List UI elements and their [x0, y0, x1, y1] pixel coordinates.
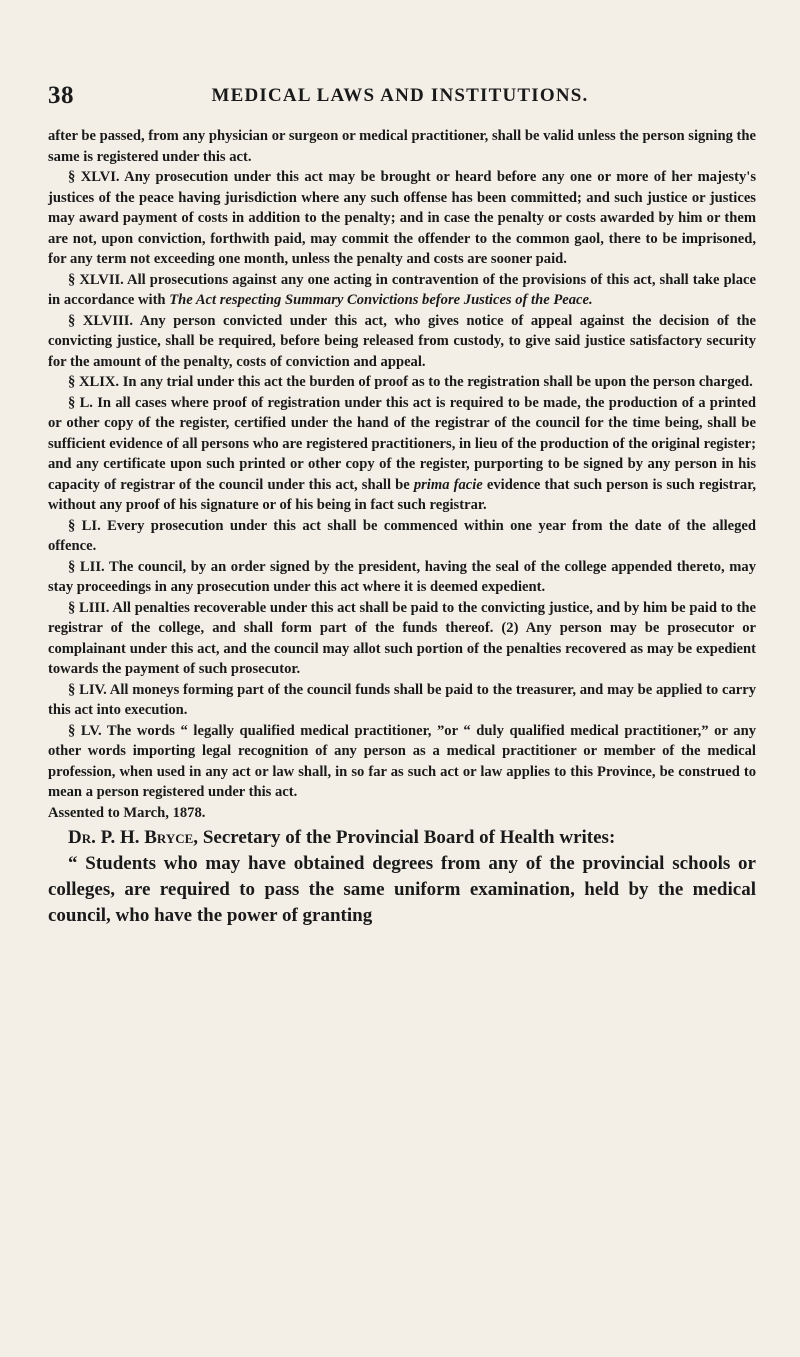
section-li: § LI. Every prosecution under this act shall be commenced within one year from the date of the alleged offence. [48, 517, 756, 554]
section-l [48, 393, 756, 516]
assent-line: Assented to March, 1878. [48, 804, 206, 821]
section-lii: § LII. The council, by an order signed by the president, having the seal of the college appended thereto, may stay proceedings in any prosecution under this act where it is deemed expedient. [48, 558, 756, 595]
bryce-role: Secretary of the Provincial Board of Health writes: [198, 827, 616, 848]
page-header [48, 82, 752, 108]
bryce-name: P. H. Bryce, [100, 827, 199, 848]
act-title-italic: The Act respecting Summary Convictions before Justices of the Peace. [169, 292, 593, 308]
section-l-tail: evidence that such person is such registrar, without any proof of his signature or of his being in fact such registrar. [48, 476, 756, 513]
section-liii: § LIII. All penalties recoverable under this act shall be paid to the convicting justice, and by him be paid to the registrar of the college, and shall form part of the funds thereof. (2) Any person may be prosecutor or complainant under this act, and the council may allot such portion of the penalties recovered as may be expedient towards the payment of such prosecutor. [48, 599, 756, 677]
section-l-text: § L. In all cases where proof of registration under this act is required to be made, the production of a printed or other copy of the register, certified under the hand of the registrar of the council for the time being, shall be sufficient evidence of all persons who are registered practitioners, in lieu of the production of the original register; and any certificate upon such printed or other copy of the register, purporting to be signed by any person in his capacity of registrar of the council under this act, shall be [48, 394, 756, 493]
section-lv: § LV. The words “ legally qualified medical practitioner, ”or “ duly qualified medical practitioner,” or any other words importing legal recognition of any person as a medical practitioner or member of the medical profession, when used in any act or law shall, in so far as such act or law applies to this Province, be construed to mean a person registered under this act. [48, 722, 756, 800]
section-xlvii [48, 270, 756, 311]
section-xlviii: § XLVIII. Any person convicted under this act, who gives notice of appeal against the decision of the convicting justice, shall be required, before being released from custody, to give said justice satisfactory security for the amount of the penalty, costs of conviction and appeal. [48, 312, 756, 370]
bryce-quote-block [48, 825, 756, 929]
paragraph-continuation: after be passed, from any physician or surgeon or medical practitioner, shall be valid unless the person signing the same is registered under this act. [48, 128, 756, 165]
bryce-attribution [48, 825, 756, 851]
section-xlvii-text: § XLVII. All prosecutions against any one acting in contravention of the provisions of this act, shall take place in accordance with [48, 271, 756, 308]
running-head: MEDICAL LAWS AND INSTITUTIONS. [211, 85, 589, 106]
section-liv: § LIV. All moneys forming part of the council funds shall be paid to the treasurer, and may be applied to carry this act into execution. [48, 681, 756, 718]
section-xlvi: § XLVI. Any prosecution under this act may be brought or heard before any one or more of her majesty's justices of the peace having jurisdiction where any such offense has been committed; and such justice or justices may award payment of costs in addition to the penalty; and in case the penalty or costs awarded by him or them are not, upon conviction, forthwith paid, may commit the offender to the common gaol, there to be imprisoned, for any term not exceeding one month, unless the penalty and costs are sooner paid. [48, 169, 756, 267]
dr-title: Dr. [68, 827, 96, 848]
body-text [48, 126, 756, 929]
prima-facie-italic: prima facie [413, 476, 483, 493]
page-number: 38 [48, 82, 74, 109]
bryce-quote: “ Students who may have obtained degrees from any of the provincial schools or colleges, are required to pass the same uniform examination, held by the medical council, who have the power of granting [48, 853, 756, 926]
section-xlix: § XLIX. In any trial under this act the burden of proof as to the registration shall be upon the person charged. [68, 374, 753, 390]
